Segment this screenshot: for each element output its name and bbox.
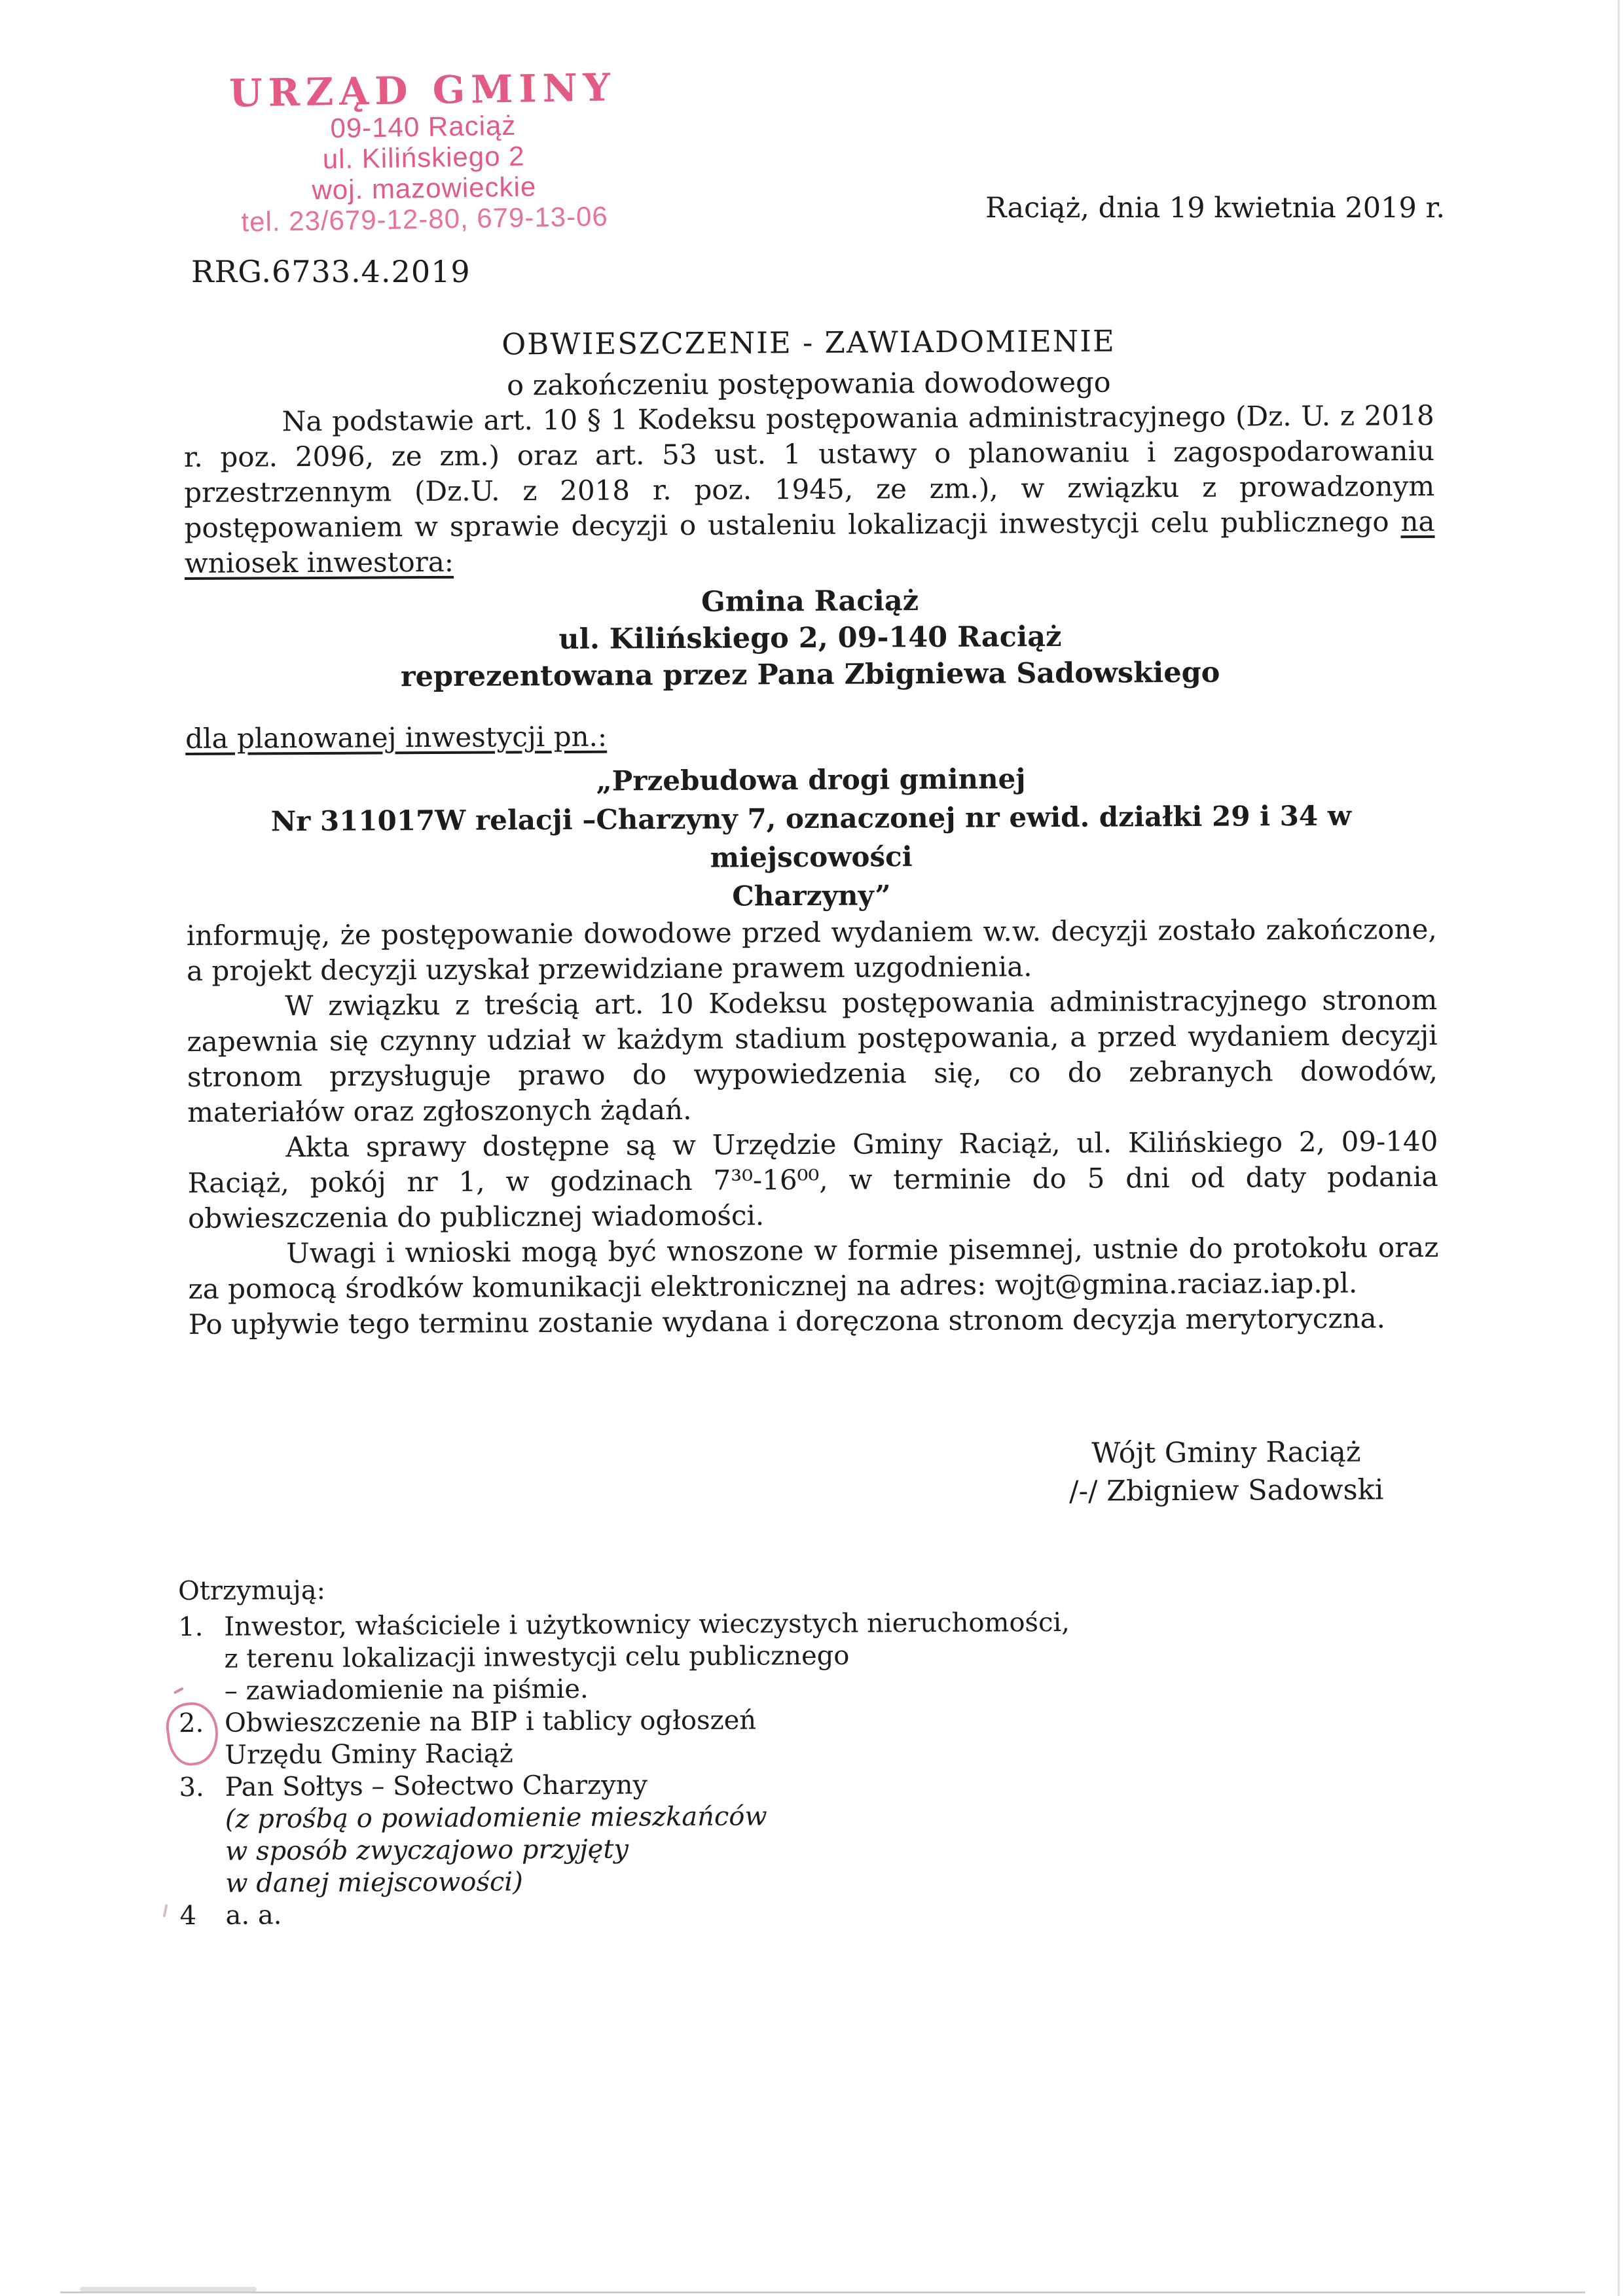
recipient-number: 1. [178, 1611, 204, 1643]
recipient-number-text: 4 [179, 1900, 197, 1931]
date-line: Raciąż, dnia 19 kwietnia 2019 r. [985, 192, 1445, 224]
recipient-line: a. a. [225, 1900, 282, 1931]
investment-label-text: dla planowanej inwestycji pn.: [185, 720, 608, 755]
legal-basis-text: Na podstawie art. 10 § 1 Kodeksu postępowania administracyjnego (Dz. U. z 2018 r. poz. 2096, ze zm.) oraz art. 53 ust. 1 ustawy o planowaniu i zagospodarowaniu przestrzennym (Dz.U. z 2018 r. poz. 1945, ze zm.), w związku z prowadzonym postępowaniem w sprawie decyzji o ustaleniu lokalizacji inwestycji celu publicznego [183, 399, 1435, 545]
investor-representative: reprezentowana przez Pana Zbigniewa Sadowskiego [400, 656, 1220, 694]
signature-block [1023, 1433, 1430, 1511]
recipient-line: Inwestor, właściciele i użytkownicy wieczystych nieruchomości, [224, 1607, 1070, 1642]
recipient-lines [225, 1701, 1441, 1772]
recipient-note-line: w danej miejscowości) [225, 1867, 523, 1899]
paragraph-case-files: Akta sprawy dostępne są w Urzędzie Gminy Raciąż, ul. Kilińskiego 2, 09-140 Raciąż, pokój nr 1, w godzinach 7³⁰-16⁰⁰, w terminie do 5 dni od daty podania obwieszczenia do publicznej wiadomości. [187, 1124, 1438, 1234]
recipients-header: Otrzymują: [177, 1575, 326, 1607]
scan-edge-line [60, 2291, 1585, 2293]
paragraph-parties-rights: W związku z treścią art. 10 Kodeksu postępowania administracyjnego stronom zapewnia się czynny udział w każdym stadium postępowania, a przed wydaniem decyzji stronom przysługuje prawo do wypowiedzenia się, co do zebranych dowodów, materiałów oraz zgłoszonych żądań. [187, 983, 1438, 1128]
recipient-note-line: w sposób zwyczajowo przyjęty [225, 1834, 629, 1867]
recipient-lines [224, 1605, 1441, 1708]
recipient-lines [225, 1765, 1442, 1900]
pen-mark [163, 1904, 168, 1917]
investment-title-block [185, 757, 1436, 918]
stamp-postal-code: 09-140 Raciąż [330, 109, 517, 144]
signature-name: /-/ Zbigniew Sadowski [1068, 1473, 1384, 1508]
recipient-note-line: (z prośbą o powiadomienie mieszkańców [225, 1801, 767, 1835]
recipient-item-1 [178, 1605, 1441, 1708]
recipient-line: Pan Sołtys – Sołectwo Charzyny [225, 1770, 648, 1803]
investment-label [185, 716, 1436, 755]
scan-smudge [80, 2287, 257, 2291]
investor-address: ul. Kilińskiego 2, 09-140 Raciąż [558, 620, 1062, 656]
recipient-number [179, 1900, 225, 1932]
recipients-section [178, 1569, 1442, 1932]
investor-block [185, 580, 1436, 696]
stamp-street: ul. Kilińskiego 2 [322, 140, 525, 175]
stamp-office-name: URZĄD GMINY [228, 65, 617, 116]
request-of-investor-underlined: na wniosek inwestora: [184, 505, 1435, 580]
recipient-number [179, 1708, 225, 1740]
paragraph-remarks: Uwagi i wnioski mogą być wnoszone w formie pisemnej, ustnie do protokołu oraz za pomocą środków komunikacji elektronicznej na adres: wojt@gmina.raciaz.iap.pl. [188, 1230, 1439, 1305]
document-title: OBWIESZCZENIE - ZAWIADOMIENIE [501, 323, 1116, 362]
recipient-line: – zawiadomienie na piśmie. [224, 1674, 589, 1706]
title-block [183, 321, 1434, 404]
investment-title-line-1: „Przebudowa drogi gminnej [596, 762, 1026, 797]
recipient-item-2 [179, 1701, 1441, 1772]
reference-number: RRG.6733.4.2019 [191, 254, 471, 289]
scan-right-edge-line [1618, 0, 1620, 2296]
signature-title: Wójt Gminy Raciąż [1091, 1435, 1361, 1470]
recipient-item-3 [179, 1765, 1442, 1900]
recipient-line: Obwieszczenie na BIP i tablicy ogłoszeń [224, 1705, 757, 1738]
recipient-number-text: 2. [178, 1708, 204, 1739]
recipient-item-4 [179, 1893, 1442, 1932]
recipient-line: z terenu lokalizacji inwestycji celu publicznego [224, 1640, 850, 1674]
investor-name: Gmina Raciąż [701, 584, 919, 619]
stamp-phone: tel. 23/679-12-80, 679-13-06 [241, 200, 609, 238]
paragraph-legal-basis [184, 398, 1435, 581]
document-body [177, 0, 1442, 1932]
paragraph-conclusion: informuję, że postępowanie dowodowe przed wydaniem w.w. decyzji zostało zakończone, a projekt decyzji uzyskał przewidziane prawem uzgodnienia. [186, 913, 1437, 987]
stamp-voivodeship: woj. mazowieckie [312, 171, 537, 206]
recipient-line: Urzędu Gminy Raciąż [225, 1738, 513, 1770]
document-subtitle: o zakończeniu postępowania dowodowego [506, 366, 1111, 403]
paragraph-final-decision: Po upływie tego terminu zostanie wydana i doręczona stronom decyzja merytoryczna. [188, 1302, 1386, 1340]
investment-title-line-3: Charzyny” [732, 879, 891, 912]
recipient-number: 3. [179, 1772, 204, 1803]
investment-title-line-2: Nr 311017W relacji –Charzyny 7, oznaczonej nr ewid. działki 29 i 34 w miejscowości [270, 799, 1352, 874]
recipient-lines [225, 1893, 1442, 1932]
